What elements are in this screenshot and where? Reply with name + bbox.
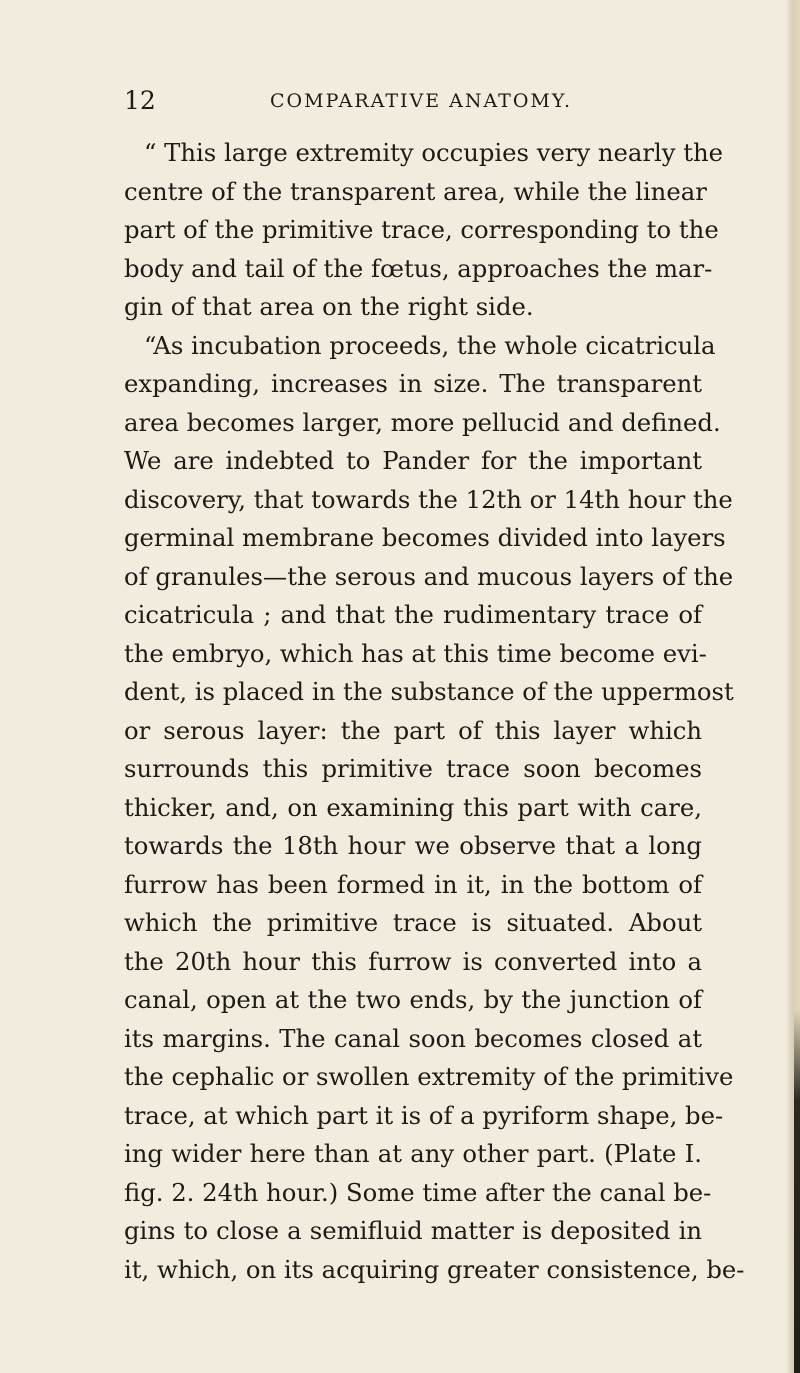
- page-number: 12: [124, 86, 156, 115]
- text-line: ing wider here than at any other part. (Plate I.: [124, 1139, 702, 1168]
- text-line: gin of that area on the right side.: [124, 292, 534, 321]
- text-line: “ This large extremity occupies very nearly the: [144, 138, 724, 167]
- body-text: [124, 134, 745, 1289]
- running-head: COMPARATIVE ANATOMY.: [270, 90, 572, 112]
- text-line: discovery, that towards the 12th or 14th hour the: [124, 484, 733, 514]
- text-line: expanding, increases in size. The transparent: [124, 369, 702, 398]
- text-line: or serous layer: the part of this layer which: [124, 715, 702, 745]
- text-line: its margins. The canal soon becomes closed at: [124, 1023, 702, 1053]
- text-line: of granules—the serous and mucous layers of the: [124, 561, 734, 591]
- text-line: the embryo, which has at this time become evi-: [124, 638, 707, 668]
- page-edge-dark: [794, 1010, 800, 1373]
- text-line: gins to close a semifluid matter is deposited in: [124, 1216, 702, 1245]
- text-line: part of the primitive trace, corresponding to the: [124, 215, 719, 244]
- text-line: surrounds this primitive trace soon becomes: [124, 754, 702, 783]
- page-header: [124, 86, 684, 122]
- text-line: towards the 18th hour we observe that a long: [124, 831, 702, 860]
- text-line: dent, is placed in the substance of the uppermost: [124, 677, 734, 706]
- text-line: “As incubation proceeds, the whole cicatricula: [144, 330, 716, 360]
- text-line: germinal membrane becomes divided into layers: [124, 523, 726, 552]
- text-line: thicker, and, on examining this part with care,: [124, 792, 702, 822]
- text-line: cicatricula ; and that the rudimentary trace of: [124, 600, 702, 629]
- text-line: trace, at which part it is of a pyriform shape, be-: [124, 1100, 724, 1130]
- text-line: it, which, on its acquiring greater consistence, be-: [124, 1254, 745, 1284]
- text-line: the cephalic or swollen extremity of the primitive: [124, 1062, 734, 1091]
- text-line: fig. 2. 24th hour.) Some time after the canal be-: [124, 1177, 712, 1207]
- text-line: body and tail of the fœtus, approaches the mar-: [124, 253, 713, 283]
- text-line: furrow has been formed in it, in the bottom of: [124, 869, 702, 899]
- text-line: the 20th hour this furrow is converted into a: [124, 946, 702, 976]
- text-line: which the primitive trace is situated. About: [124, 908, 702, 937]
- text-line: We are indebted to Pander for the important: [124, 446, 702, 475]
- text-line: canal, open at the two ends, by the junction of: [124, 985, 702, 1014]
- text-line: centre of the transparent area, while the linear: [124, 176, 707, 206]
- text-line: area becomes larger, more pellucid and defined.: [124, 407, 721, 437]
